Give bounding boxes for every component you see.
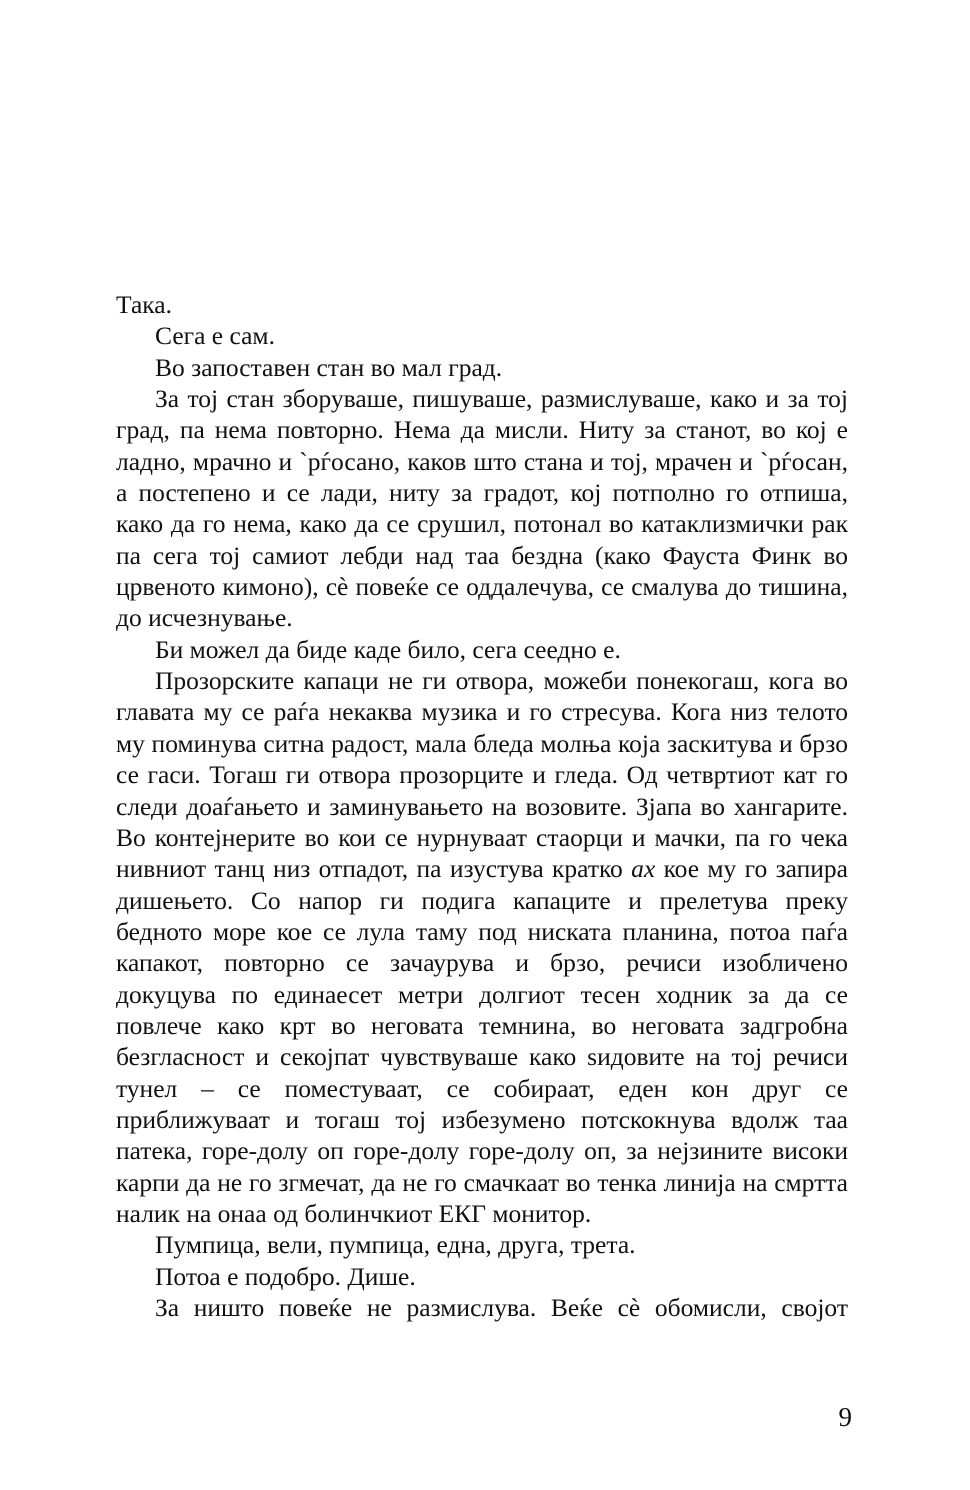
paragraph-text: Прозорските капаци не ги отвора, можеби понекогаш, кога во главата му се раѓа некаква музика и го стресува. Кога низ телото му поминува ситна радост, мала бледа молња која заскитува и брзо се гаси. Тогаш ги отвора прозорците и гледа. Од четвртиот кат го следи доаѓањето и заминувањето на возовите. Зјапа во хангарите. Во контејнерите во кои се нурнуваат стаорци и мачки, па го чека нивниот танц низ отпадот, па изустува кратко <box>116 666 848 884</box>
paragraph-text: кое му го запира дишењето. Со напор ги подига капаците и прелетува преку бедното море кое се лула таму под ниската планина, потоа паѓа капакот, повторно се зачаурува и брзо, речиси изобличено докуцува по единаесет метри долгиот тесен ходник за да се повлече како крт во неговата темнина, во неговата задгробна безгласност и секојпат чувствуваше како ѕидовите на тој речиси тунел – се поместуваат, се собираат, еден кон друг се приближуваат и тогаш тој избезумено потскокнува вдолж таа патека, горе-долу оп горе-долу горе-долу оп, за нејзините високи карпи да не го згмечат, да не го смачкаат во тенка линија на смртта налик на онаа од болинчкиот ЕКГ монитор. <box>116 854 848 1228</box>
paragraph: Сега е сам. <box>155 321 275 351</box>
paragraph: Потоа е подобро. Дише. <box>155 1261 416 1291</box>
paragraph: Би можел да биде каде било, сега сеедно е. <box>155 634 621 664</box>
paragraph: Во запоставен стан во мал град. <box>155 352 503 382</box>
emphasis-text: ах <box>631 854 656 884</box>
paragraph: За ништо повеќе не размислува. Веќе сè обомисли, својот <box>155 1293 848 1322</box>
paragraph: За тој стан зборуваше, пишуваше, размислуваше, како и за тој град, па нема повторно. Нема да мисли. Ниту за станот, во кој е ладно, мрачно и `рѓосано, каков што стана и тој, мрачен и `рѓосан, а постепено и се лади, ниту за градот, кој потполно го отпиша, како да го нема, како да се срушил, потонал во катаклизмички рак па сега тој самиот лебди над таа бездна (како Фауста Финк во црвеното кимоно), сè повеќе се оддалечува, се смалува до тишина, до исчезнување. <box>116 384 848 633</box>
body-text <box>116 289 848 1323</box>
paragraph: Пумпица, вели, пумпица, една, друга, трета. <box>155 1230 636 1260</box>
paragraph <box>116 665 848 1229</box>
page-number: 9 <box>838 1402 852 1432</box>
paragraph: Така. <box>116 290 172 319</box>
